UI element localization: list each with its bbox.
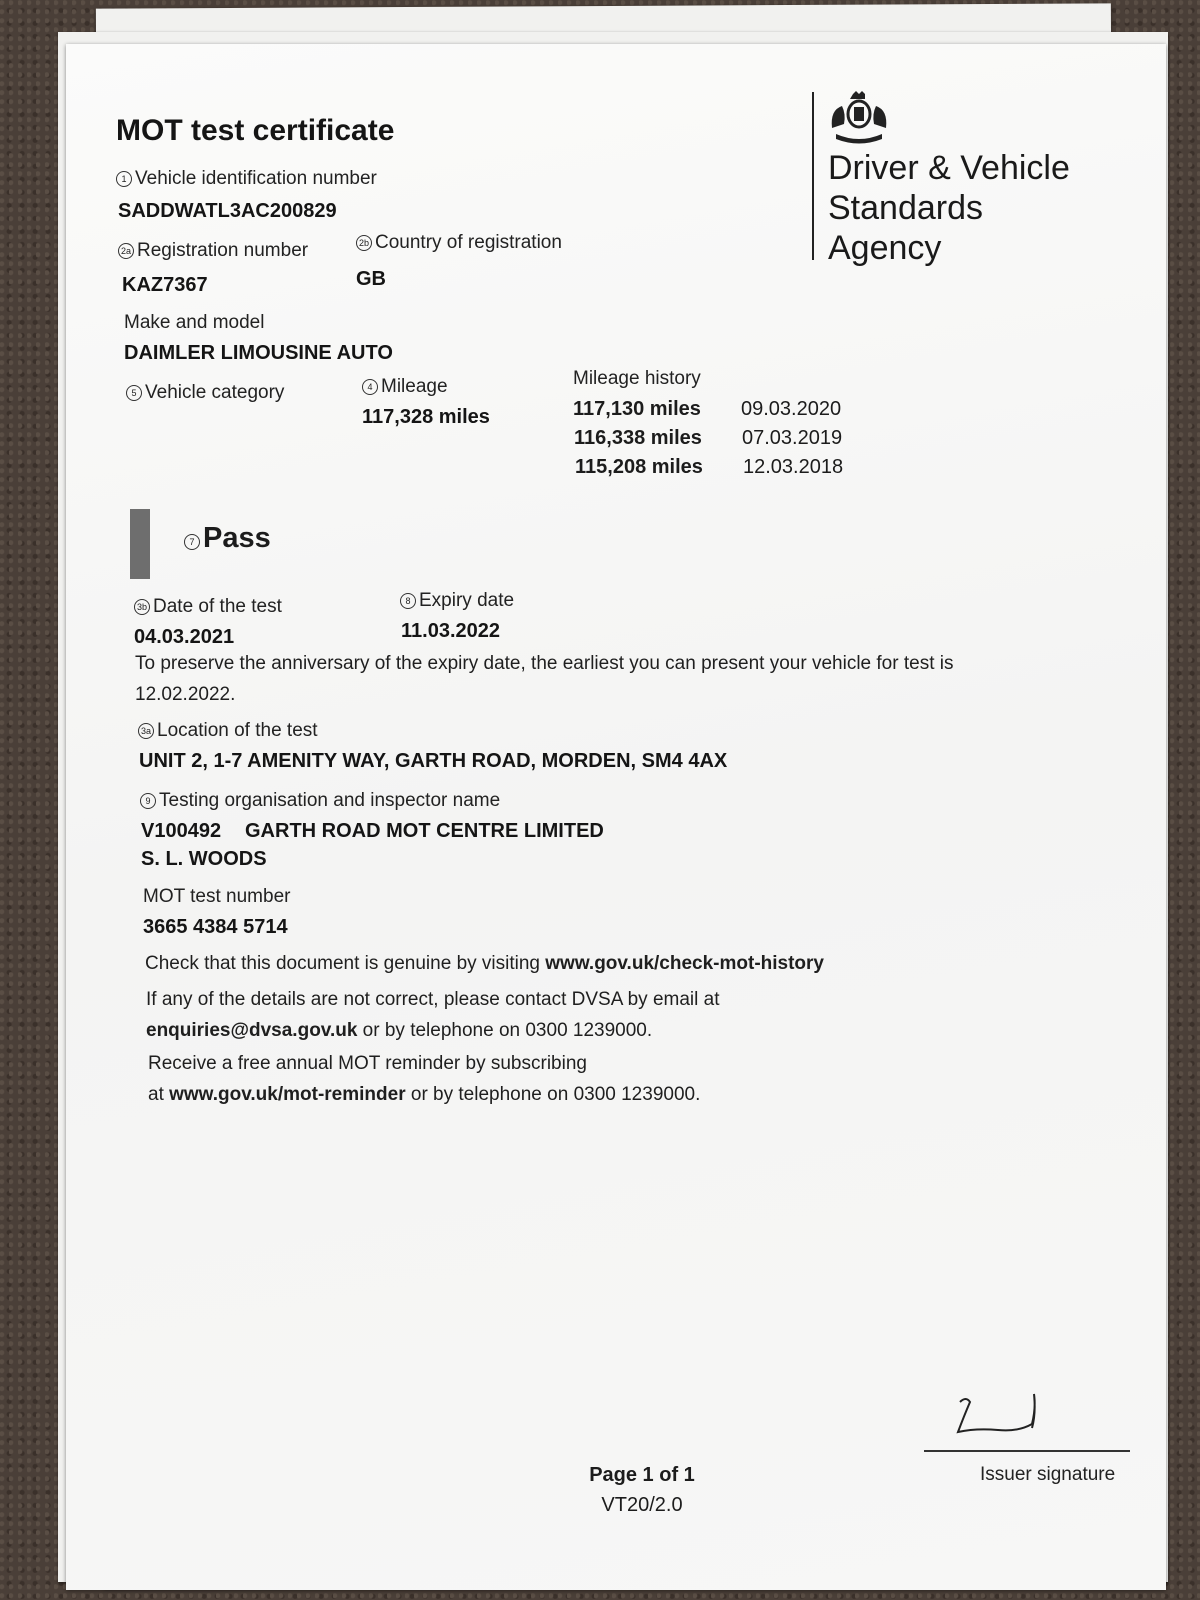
organisation-label <box>140 790 500 812</box>
result-marker <box>130 509 150 579</box>
dvsa-email-link[interactable]: enquiries@dvsa.gov.uk <box>146 1020 358 1041</box>
field-number: 1 <box>116 171 132 187</box>
country-label <box>356 232 562 254</box>
reminder-text: Receive a free annual MOT reminder by subscribing <box>148 1053 587 1074</box>
field-number: 2a <box>118 243 134 259</box>
result-text: Pass <box>203 522 271 554</box>
test-result <box>184 522 271 555</box>
test-number-label: MOT test number <box>143 886 291 907</box>
agency-line: Standards <box>828 189 983 227</box>
anniversary-note-line: To preserve the anniversary of the expiry date, the earliest you can present your vehicle for test is <box>135 653 954 674</box>
history-miles: 116,338 miles <box>574 427 702 449</box>
registration-label-text: Registration number <box>137 240 309 261</box>
make-model-label: Make and model <box>124 312 265 333</box>
field-number: 3b <box>134 599 150 615</box>
registration-label <box>118 240 308 262</box>
vin-value: SADDWATL3AC200829 <box>118 200 337 222</box>
mileage-value: 117,328 miles <box>362 406 490 428</box>
field-number: 7 <box>184 534 200 550</box>
field-number: 9 <box>140 793 156 809</box>
organisation-code: V100492 <box>141 820 222 842</box>
royal-crest-icon <box>826 90 892 148</box>
mileage-label-text: Mileage <box>381 376 448 397</box>
document-title: MOT test certificate <box>116 114 395 147</box>
location-label-text: Location of the test <box>157 720 318 741</box>
signature-label: Issuer signature <box>980 1464 1116 1485</box>
field-number: 4 <box>362 379 378 395</box>
signature-line <box>924 1450 1130 1452</box>
expiry-date-value: 11.03.2022 <box>401 620 500 642</box>
mileage-label <box>362 376 448 398</box>
contact-note <box>146 984 719 1046</box>
history-date: 07.03.2019 <box>742 427 843 449</box>
organisation-value <box>141 820 604 843</box>
test-date-label-text: Date of the test <box>153 596 282 617</box>
history-date: 09.03.2020 <box>741 398 842 420</box>
test-number-value: 3665 4384 5714 <box>143 916 288 938</box>
field-number: 8 <box>400 593 416 609</box>
test-date-value: 04.03.2021 <box>134 626 235 648</box>
vin-label <box>116 168 377 190</box>
form-code: VT20/2.0 <box>601 1494 683 1516</box>
agency-name <box>828 148 1128 268</box>
vin-label-text: Vehicle identification number <box>135 168 377 189</box>
anniversary-note <box>135 648 1095 710</box>
inspector-name: S. L. WOODS <box>141 848 267 870</box>
mileage-history-row <box>573 398 841 421</box>
expiry-date-label-text: Expiry date <box>419 590 515 611</box>
agency-line: Agency <box>828 229 942 267</box>
check-mot-history-link[interactable]: www.gov.uk/check-mot-history <box>545 953 824 974</box>
field-number: 5 <box>126 385 142 401</box>
make-model-value: DAIMLER LIMOUSINE AUTO <box>124 342 393 364</box>
anniversary-note-line: 12.02.2022. <box>135 684 236 705</box>
mileage-history-label: Mileage history <box>573 368 701 389</box>
reminder-note <box>148 1048 700 1110</box>
vehicle-category-label-text: Vehicle category <box>145 382 285 403</box>
contact-text: If any of the details are not correct, please contact DVSA by email at <box>146 989 720 1010</box>
contact-phone-text: or by telephone on 0300 1239000. <box>357 1020 653 1041</box>
field-number: 3a <box>138 723 154 739</box>
agency-line: Driver & Vehicle <box>828 149 1070 187</box>
reminder-prefix: at <box>148 1084 170 1105</box>
certificate-page <box>66 44 1166 1590</box>
history-miles: 115,208 miles <box>575 456 703 478</box>
location-label <box>138 720 318 742</box>
organisation-name: GARTH ROAD MOT CENTRE LIMITED <box>245 820 604 842</box>
logo-divider <box>812 92 814 260</box>
vehicle-category-label <box>126 382 284 404</box>
expiry-date-label <box>400 590 514 612</box>
verify-note <box>145 948 824 979</box>
reminder-text-line <box>148 1079 700 1110</box>
country-label-text: Country of registration <box>375 232 562 253</box>
mileage-history-row <box>574 427 842 450</box>
mileage-history-row <box>575 456 843 479</box>
history-date: 12.03.2018 <box>743 456 844 478</box>
registration-value: KAZ7367 <box>122 274 208 296</box>
test-date-label <box>134 596 282 618</box>
issuer-signature <box>946 1390 1066 1446</box>
mot-reminder-link[interactable]: www.gov.uk/mot-reminder <box>169 1084 406 1105</box>
location-value: UNIT 2, 1-7 AMENITY WAY, GARTH ROAD, MORDEN, SM4 4AX <box>139 750 728 772</box>
page-indicator: Page 1 of 1 <box>589 1464 695 1486</box>
field-number: 2b <box>356 235 372 251</box>
history-miles: 117,130 miles <box>573 398 701 420</box>
country-value: GB <box>356 268 386 290</box>
contact-text-line <box>146 1015 719 1046</box>
verify-text: Check that this document is genuine by visiting <box>145 953 546 974</box>
organisation-label-text: Testing organisation and inspector name <box>159 790 501 811</box>
reminder-phone-text: or by telephone on 0300 1239000. <box>405 1084 701 1105</box>
